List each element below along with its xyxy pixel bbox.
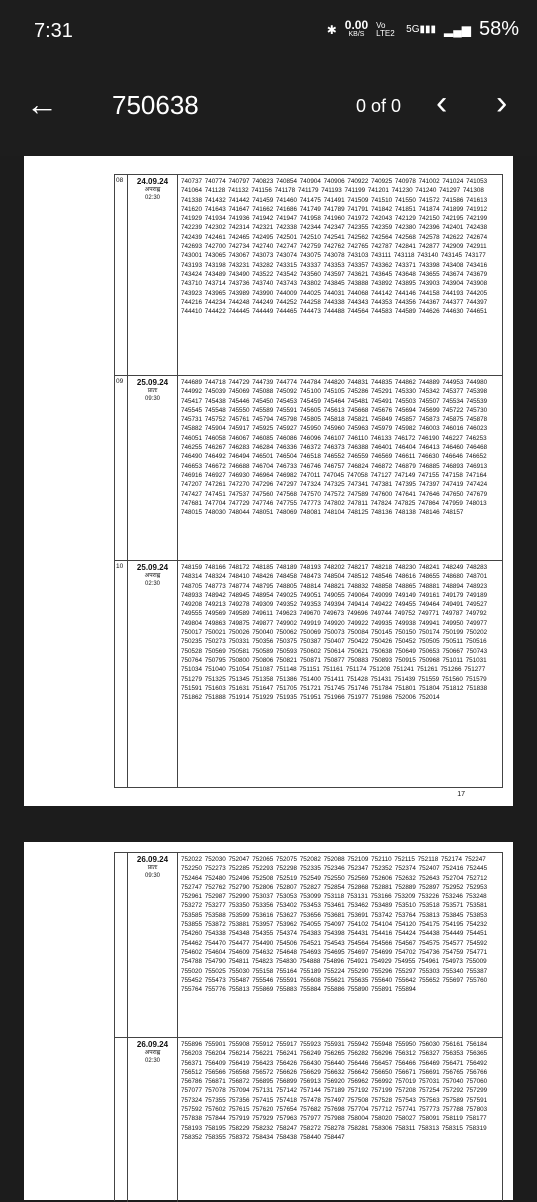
page-number: 17 [457,791,465,798]
result-table [114,852,503,1201]
exam-date-cell: 25.09.24 अपराह्न 02:30 [128,561,178,787]
match-counter: 0 of 0 [356,96,402,116]
table-row [115,1038,502,1202]
roll-numbers: 740737 740774 740797 740823 740854 740904 740906 740922 740925 740978 741002 741024 741053 741064 741128 741132 741156 741178 741179 741193 741199 741201 741230 741240 741297 741308 741338 741432 741442 741459 741460 741475 741491 741509 741510 741550 741572 741586 741613 741620 741643 741647 741662 741686 741749 741789 741791 741842 741851 741874 741899 741912 741929 741934 741936 741942 741947 741958 741960 741972 742043 742129 742150 742195 742199 742239 742302 742314 742321 742338 742344 742347 742355 742359 742380 742396 742401 742438 742439 742461 742465 742495 742501 742510 742541 742562 742564 742568 742578 742622 742674 742693 742700 742734 742740 742747 742759 742762 742765 742787 742841 742877 742909 742911 743001 743065 743067 743073 743074 743075 743078 743103 743111 743118 743140 743145 743177 743193 743198 743231 743282 743315 743337 743353 743357 743362 743371 743398 743408 743416 743424 743489 743490 743522 743542 743560 743597 743621 743645 743648 743655 743674 743679 743710 743714 743736 743740 743743 743802 743845 743888 743892 743895 743903 743904 743908 743923 743965 743989 743990 744009 744025 744031 744068 744142 744146 744158 744193 744205 744216 744234 744248 744249 744252 744258 744338 744343 744353 744356 744367 744377 744397 744410 744422 744445 744449 744465 744473 744488 744564 744583 744589 744626 744630 744651 [181,178,488,316]
table-row [115,561,502,787]
exam-date-cell: 26.09.24 अपराह्न 02:30 [128,1038,178,1202]
find-toolbar [0,60,537,156]
table-row [115,175,502,376]
status-time: 7:31 [34,20,73,42]
exam-date-cell: 26.09.24 प्रातः 09:30 [128,853,178,1037]
serial-number [115,1038,128,1202]
previous-match-chevron-icon[interactable]: ‹ [436,84,448,122]
pdf-page-17 [24,156,513,806]
battery-level: 58% [478,18,519,40]
search-query[interactable]: 750638 [112,90,199,120]
volte-badge: Vo LTE2 [376,20,395,38]
back-arrow-icon[interactable]: ← [26,86,58,122]
status-bar [0,0,537,60]
exam-date-cell: 25.09.24 प्रातः 09:30 [128,376,178,560]
serial-number: 09 [115,376,128,560]
roll-numbers: 755896 755901 755908 755912 755917 755923 755931 755942 755948 755950 756030 756161 756184 756203 756204 756214 756221 756241 756249 756265 756282 756296 756312 756327 756353 756365 756371 756409 756419 756423 756426 756430 756440 756446 756457 756466 756469 756471 756492 756512 756566 756568 756572 756626 756629 756632 756642 756650 756671 756691 756765 756766 756786 756871 756872 756895 756899 756913 756920 756962 756992 757019 757031 757040 757060 757077 757078 757094 757131 757142 757144 757189 757192 757199 757208 757254 757292 757299 757324 757355 757356 757415 757418 757478 757497 757508 757528 757543 757563 757589 757591 757592 757602 757615 757620 757654 757682 757698 757704 757712 757741 757773 757788 757803 757838 757844 757919 757929 757963 757977 757988 758004 758020 758027 758091 758119 758177 758193 758195 758229 758232 758247 758272 758278 758281 758306 758311 758313 758315 758319 758352 758355 758372 758434 758438 758440 758447 [181,1041,488,1141]
roll-numbers: 752022 752030 752047 752065 752075 752082 752088 752109 752110 752115 752118 752174 752247 752250 752273 752285 752293 752298 752335 752346 752347 752352 752374 752407 752416 752445 752464 752480 752496 752508 752519 752549 752550 752569 752606 752632 752643 752704 752712 752747 752762 752790 752806 752807 752827 752854 752868 752881 752889 752897 752952 752953 752961 752987 752990 753037 753053 753099 753118 753131 753166 753209 753226 753246 753248 753272 753277 753350 753356 753402 753453 753461 753462 753489 753510 753518 753571 753581 753585 753588 753599 753616 753627 753656 753681 753691 753742 753764 753813 753845 753853 753855 753872 753881 753957 753962 754055 754097 754102 754104 754120 754175 754195 754232 754260 754338 754348 754355 754374 754383 754398 754431 754416 754424 754438 754449 754451 754462 754470 754477 754490 754506 754521 754543 754564 754566 754567 754575 754577 754592 754602 754604 754609 754632 754648 754693 754695 754697 754699 754702 754736 754759 754771 754788 754790 754811 754823 754830 754888 754896 754921 754929 754955 754961 754973 755009 755020 755025 755030 755158 755164 755189 755224 755290 755296 755297 755303 755340 755387 755452 755473 755487 755546 755591 755608 755621 755635 755640 755642 755652 755697 755760 755764 755776 755813 755869 755883 755884 755886 755890 755891 755894 [181,856,488,994]
signal-bars-icon: ▂▄▆ [444,22,471,37]
serial-number: 10 [115,561,128,787]
exam-date-cell: 24.09.24 अपराह्न 02:30 [128,175,178,375]
serial-number [115,853,128,1037]
status-icons [327,18,519,41]
signal-5g-icon: 5G▮▮▮ [406,24,436,35]
serial-number: 08 [115,175,128,375]
data-speed: 0.00 KB/S [344,17,369,38]
roll-numbers: 748159 748166 748172 748185 748189 748193 748202 748217 748218 748230 748241 748249 748283 748314 748324 748410 748426 748458 748473 748504 748512 748546 748616 748655 748680 748701 748705 748773 748774 748795 748805 748814 748821 748832 748858 748865 748881 748894 748923 748933 748942 748945 748954 749025 749051 749055 749064 749099 749149 749161 749179 749189 749208 749213 749278 749309 749352 749353 749394 749414 749422 749455 749464 749491 749527 749555 749569 749589 749611 749623 749670 749673 749696 749744 749752 749771 749787 749792 749804 749863 749875 749877 749902 749919 749920 749922 749935 749938 749941 749950 749977 750017 750021 750026 750040 750062 750069 750073 750084 750145 750150 750174 750199 750202 750235 750273 750331 750356 750375 750387 750407 750422 750426 750452 750505 750511 750516 750528 750569 750581 750589 750593 750602 750614 750621 750638 750649 750653 750667 750743 750764 750795 750800 750806 750821 750871 750877 750883 750893 750915 750968 751011 751031 751034 751040 751054 751087 751148 751151 751161 751174 751208 751241 751261 751266 751277 751279 751325 751345 751358 751386 751400 751411 751428 751431 751439 751559 751560 751579 751591 751603 751631 751647 751705 751721 751745 751746 751784 751801 751804 751812 751838 751862 751888 751914 751929 751935 751951 751966 751977 751986 752006 752014 [181,564,488,702]
result-table [114,174,503,788]
pdf-page-18 [24,842,513,1200]
table-row [115,376,502,561]
next-match-chevron-icon[interactable]: › [496,84,508,122]
roll-numbers: 744689 744718 744729 744739 744774 744784 744820 744831 744835 744862 744889 744953 744980 744992 745039 745069 745088 745092 745100 745105 745286 745291 745330 745342 745377 745398 745417 745438 745446 745450 745453 745459 745464 745481 745491 745503 745507 745534 745539 745545 745548 745550 745589 745591 745605 745613 745668 745676 745694 745699 745722 745730 745731 745752 745761 745794 745798 745805 745818 745821 745849 745857 745873 745875 745878 745882 745904 745917 745925 745927 745950 745960 745963 745979 745982 746003 746016 746023 746051 746058 746067 746085 746086 746096 746107 746110 746133 746172 746190 746227 746253 746255 746267 746283 746284 746336 746372 746373 746388 746401 746404 746413 746460 746468 746490 746492 746494 746501 746504 746518 746552 746559 746569 746611 746630 746646 746652 746653 746672 746688 746704 746733 746746 746757 746824 746872 746879 746885 746893 746913 746916 746927 746930 746964 746982 747011 747045 747058 747127 747149 747155 747158 747164 747207 747261 747270 747296 747297 747324 747325 747341 747381 747395 747397 747419 747424 747427 747451 747537 747560 747568 747570 747572 747589 747600 747641 747646 747650 747679 747681 747704 747729 747746 747755 747773 747802 747811 747824 747825 747864 747959 748013 748015 748030 748044 748051 748069 748081 748104 748125 748136 748138 748146 748157 [181,379,488,517]
bluetooth-icon: ✱ [326,22,337,37]
table-row [115,853,502,1038]
